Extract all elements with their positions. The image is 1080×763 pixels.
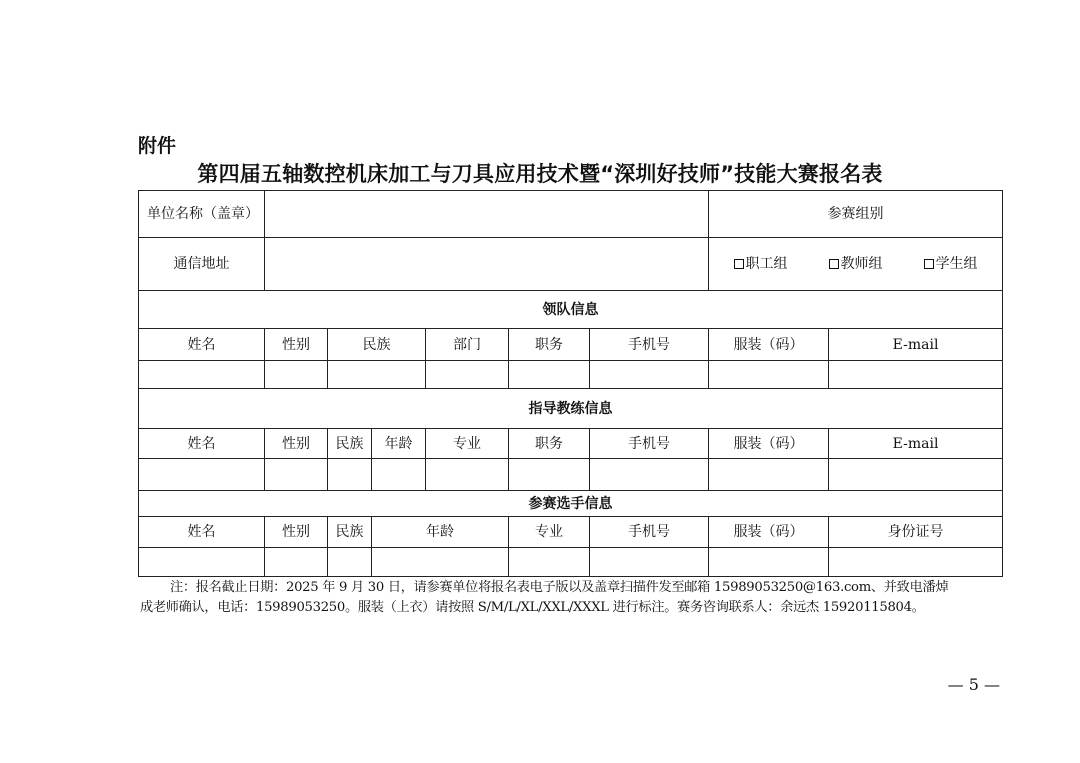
address-label: 通信地址 xyxy=(139,238,265,291)
checkbox-icon[interactable] xyxy=(734,259,744,269)
leader-gender-field[interactable] xyxy=(265,361,328,389)
contestant-section-row xyxy=(139,491,1003,517)
note-line-2: 成老师确认，电话：15989053250。服装（上衣）请按照 S/M/L/XL/XXL/XXXL 进行标注。赛务咨询联系人：余远杰 15920115804。 xyxy=(140,600,925,615)
group-option-worker[interactable] xyxy=(734,257,788,271)
checkbox-icon[interactable] xyxy=(829,259,839,269)
leader-col-header: 部门 xyxy=(426,329,509,361)
group-option-label: 教师组 xyxy=(840,256,883,272)
leader-header-row xyxy=(139,329,1003,361)
leader-col-header: 职务 xyxy=(509,329,590,361)
coach-col-header: 职务 xyxy=(509,429,590,459)
leader-col-header: 服装（码） xyxy=(709,329,829,361)
leader-col-header: 手机号 xyxy=(590,329,709,361)
contestant-header-row xyxy=(139,517,1003,548)
leader-col-header: 民族 xyxy=(328,329,426,361)
coach-major-field[interactable] xyxy=(426,459,509,491)
registration-note xyxy=(140,578,1008,618)
coach-gender-field[interactable] xyxy=(265,459,328,491)
coach-data-row xyxy=(139,459,1003,491)
coach-col-header: 专业 xyxy=(426,429,509,459)
checkbox-icon[interactable] xyxy=(924,259,934,269)
leader-phone-field[interactable] xyxy=(590,361,709,389)
contestant-clothing-size-field[interactable] xyxy=(709,548,829,577)
coach-section-title: 指导教练信息 xyxy=(139,389,1003,429)
coach-ethnicity-field[interactable] xyxy=(328,459,372,491)
contestant-col-header: 年龄 xyxy=(372,517,509,548)
leader-col-header: E-mail xyxy=(829,329,1003,361)
group-label: 参赛组别 xyxy=(709,191,1003,238)
address-row xyxy=(139,238,1003,291)
unit-name-row xyxy=(139,191,1003,238)
contestant-age-field[interactable] xyxy=(372,548,509,577)
coach-col-header: 姓名 xyxy=(139,429,265,459)
coach-col-header: 手机号 xyxy=(590,429,709,459)
coach-clothing-size-field[interactable] xyxy=(709,459,829,491)
coach-age-field[interactable] xyxy=(372,459,426,491)
leader-col-header: 姓名 xyxy=(139,329,265,361)
contestant-name-field[interactable] xyxy=(139,548,265,577)
registration-form-table xyxy=(138,190,1003,577)
coach-col-header: 服装（码） xyxy=(709,429,829,459)
leader-ethnicity-field[interactable] xyxy=(328,361,426,389)
leader-email-field[interactable] xyxy=(829,361,1003,389)
coach-header-row xyxy=(139,429,1003,459)
contestant-gender-field[interactable] xyxy=(265,548,328,577)
attachment-label: 附件 xyxy=(138,135,177,157)
contestant-id-number-field[interactable] xyxy=(829,548,1003,577)
coach-col-header: 年龄 xyxy=(372,429,426,459)
leader-data-row xyxy=(139,361,1003,389)
group-options-cell xyxy=(709,238,1003,291)
coach-name-field[interactable] xyxy=(139,459,265,491)
leader-clothing-size-field[interactable] xyxy=(709,361,829,389)
coach-position-field[interactable] xyxy=(509,459,590,491)
coach-section-row xyxy=(139,389,1003,429)
contestant-phone-field[interactable] xyxy=(590,548,709,577)
leader-position-field[interactable] xyxy=(509,361,590,389)
coach-col-header: 民族 xyxy=(328,429,372,459)
contestant-col-header: 民族 xyxy=(328,517,372,548)
leader-section-title: 领队信息 xyxy=(139,291,1003,329)
group-option-label: 学生组 xyxy=(935,256,978,272)
group-option-label: 职工组 xyxy=(745,256,788,272)
unit-name-label: 单位名称（盖章） xyxy=(139,191,265,238)
leader-section-row xyxy=(139,291,1003,329)
leader-col-header: 性别 xyxy=(265,329,328,361)
coach-phone-field[interactable] xyxy=(590,459,709,491)
address-field[interactable] xyxy=(265,238,709,291)
coach-email-field[interactable] xyxy=(829,459,1003,491)
unit-name-field[interactable] xyxy=(265,191,709,238)
leader-department-field[interactable] xyxy=(426,361,509,389)
contestant-data-row xyxy=(139,548,1003,577)
leader-name-field[interactable] xyxy=(139,361,265,389)
contestant-col-header: 姓名 xyxy=(139,517,265,548)
contestant-col-header: 身份证号 xyxy=(829,517,1003,548)
contestant-section-title: 参赛选手信息 xyxy=(139,491,1003,517)
contestant-col-header: 专业 xyxy=(509,517,590,548)
form-title: 第四届五轴数控机床加工与刀具应用技术暨“深圳好技师”技能大赛报名表 xyxy=(197,162,883,186)
contestant-col-header: 服装（码） xyxy=(709,517,829,548)
contestant-col-header: 性别 xyxy=(265,517,328,548)
contestant-ethnicity-field[interactable] xyxy=(328,548,372,577)
group-option-student[interactable] xyxy=(924,257,978,271)
coach-col-header: E-mail xyxy=(829,429,1003,459)
page-number: — 5 — xyxy=(947,675,1000,694)
coach-col-header: 性别 xyxy=(265,429,328,459)
group-option-teacher[interactable] xyxy=(829,257,883,271)
note-line-1: 注：报名截止日期：2025 年 9 月 30 日，请参赛单位将报名表电子版以及盖章扫描件发至邮箱 15989053250@163.com、并致电潘焯 xyxy=(170,580,949,595)
contestant-col-header: 手机号 xyxy=(590,517,709,548)
contestant-major-field[interactable] xyxy=(509,548,590,577)
